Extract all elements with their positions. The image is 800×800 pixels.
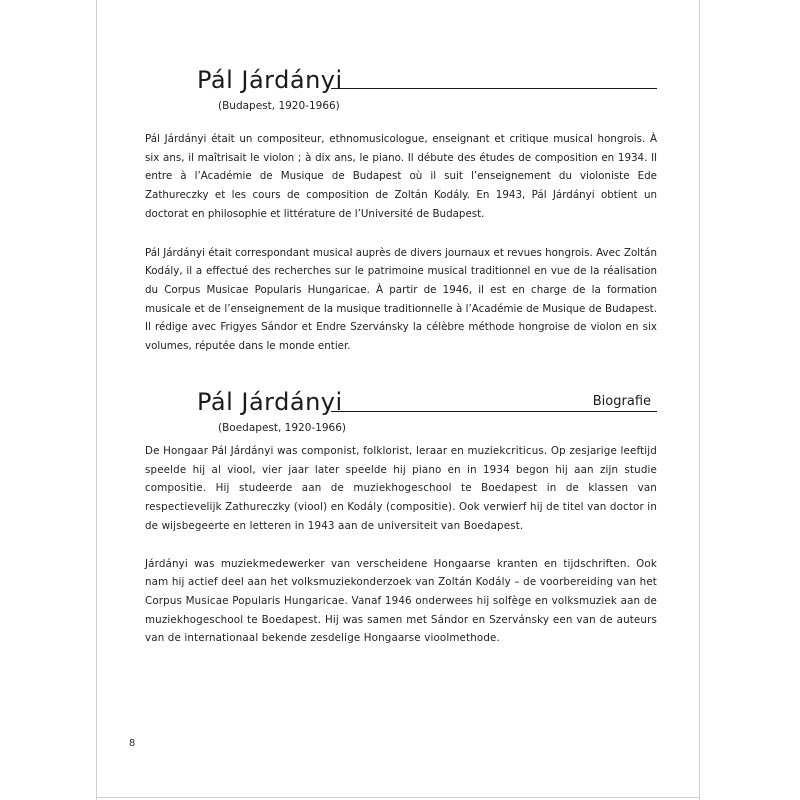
- french-paragraph-2: Pál Járdányi était correspondant musical auprès de divers journaux et revues hongrois. Avec Zoltán Kodály, il a effectué des recherches sur le patrimoine musical traditionnel en vue de la réalisation du Corpus Musicae Popularis Hungaricae. À partir de 1946, il est en charge de la formation musicale et de l’enseignement de la musique traditionnelle à l’Académie de Musique de Budapest. Il rédige avec Frigyes Sándor et Endre Szervánsky la célèbre méthode hongroise de violon en six volumes, réputée dans le monde entier.: [145, 246, 657, 353]
- french-title-row: [145, 66, 657, 98]
- french-title-rule: [331, 88, 657, 89]
- dutch-biography-section: [145, 388, 657, 648]
- biografie-label: Biografie: [592, 394, 651, 409]
- dutch-paragraph-1: De Hongaar Pál Járdányi was componist, folklorist, leraar en muziekcriticus. Op zesjarige leeftijd speelde hij al viool, vier jaar later speelde hij piano en in 1934 begon hij aan zijn studie compositie. Hij studeerde aan de muziekhogeschool te Boedapest in de klassen van respectievelijk Zathureczky (viool) en Kodály (compositie). Ook verwierf hij de titel van doctor in de wijsbegeerte en letteren in 1943 aan de universiteit van Boedapest.: [145, 445, 657, 532]
- french-title: Pál Járdányi: [197, 66, 343, 94]
- dutch-paragraph-2: Járdányi was muziekmedewerker van verscheidene Hongaarse kranten en tijdschriften. Ook nam hij actief deel aan het volksmuziekonderzoek van Zoltán Kodály – de voorbereiding van het Corpus Musicae Popularis Hungaricae. Vanaf 1946 onderwees hij solfège en volksmuziek aan de muziekhogeschool te Boedapest. Hij was samen met Sándor en Szervánsky een van de auteurs van de internationaal bekende zesdelige Hongaarse vioolmethode.: [145, 557, 657, 645]
- dutch-subtitle: (Boedapest, 1920-1966): [218, 422, 346, 434]
- page-edge-bottom: [96, 797, 700, 798]
- dutch-title-row: [145, 388, 657, 420]
- dutch-title: Pál Járdányi: [197, 388, 343, 416]
- french-paragraph-1: Pál Járdányi était un compositeur, ethnomusicologue, enseignant et critique musical hongrois. À six ans, il maîtrisait le violon ; à dix ans, le piano. Il débute des études de composition en 1934. Il entre à l’Académie de Musique de Budapest où il suit l’enseignement du violoniste Ede Zathureczky et les cours de composition de Zoltán Kodály. En 1943, Pál Járdányi obtient un doctorat en philosophie et littérature de l’Université de Budapest.: [145, 133, 657, 220]
- page-edge-right: [699, 0, 700, 800]
- page-edge-left: [96, 0, 97, 800]
- dutch-title-rule: [331, 411, 657, 412]
- french-biography-section: [145, 66, 657, 356]
- french-subtitle: (Budapest, 1920-1966): [218, 100, 340, 112]
- page-number: 8: [129, 738, 136, 749]
